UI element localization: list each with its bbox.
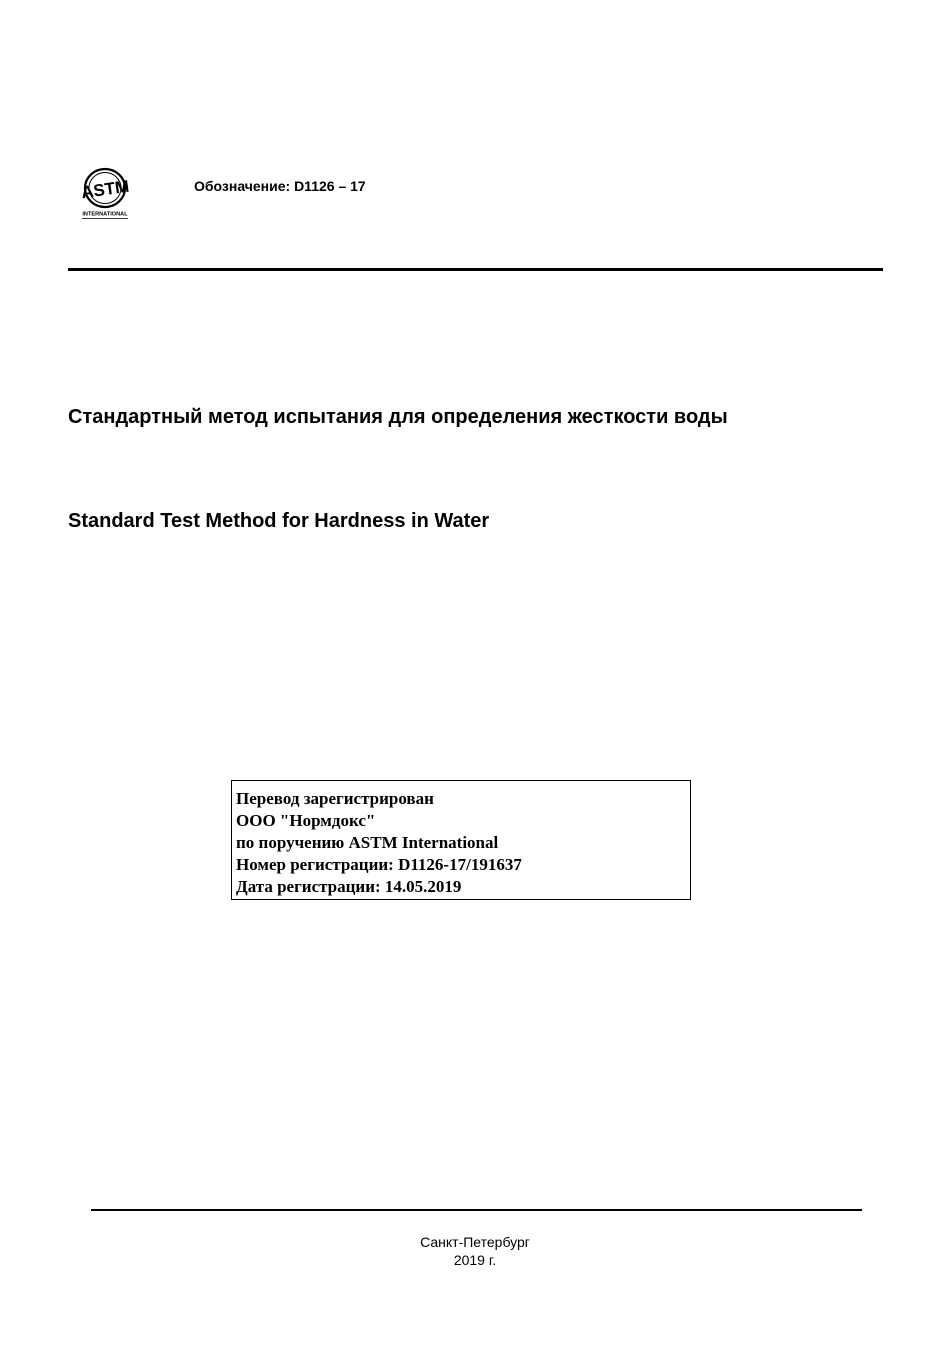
registration-box <box>231 780 691 900</box>
logo-letters: ASTM <box>80 176 131 203</box>
registration-line: Перевод зарегистрирован <box>236 789 434 808</box>
registration-date: Дата регистрации: 14.05.2019 <box>236 877 462 896</box>
title-russian: Стандартный метод испытания для определения жесткости воды <box>68 406 728 428</box>
registration-line: ООО "Нормдокс" <box>236 811 376 830</box>
footer-place-date <box>0 1233 950 1269</box>
registration-number: Номер регистрации: D1126-17/191637 <box>236 855 522 874</box>
footer-divider <box>91 1209 862 1211</box>
registration-line: по поручению ASTM International <box>236 833 499 852</box>
designation-label: Обозначение: D1126 – 17 <box>194 178 366 194</box>
footer-year: 2019 г. <box>453 1252 497 1268</box>
astm-international-logo-icon <box>78 164 132 222</box>
header-divider <box>68 268 883 271</box>
footer-city: Санкт-Петербург <box>420 1234 530 1250</box>
logo-subtext: INTERNATIONAL <box>82 211 128 218</box>
title-english: Standard Test Method for Hardness in Water <box>68 510 490 532</box>
